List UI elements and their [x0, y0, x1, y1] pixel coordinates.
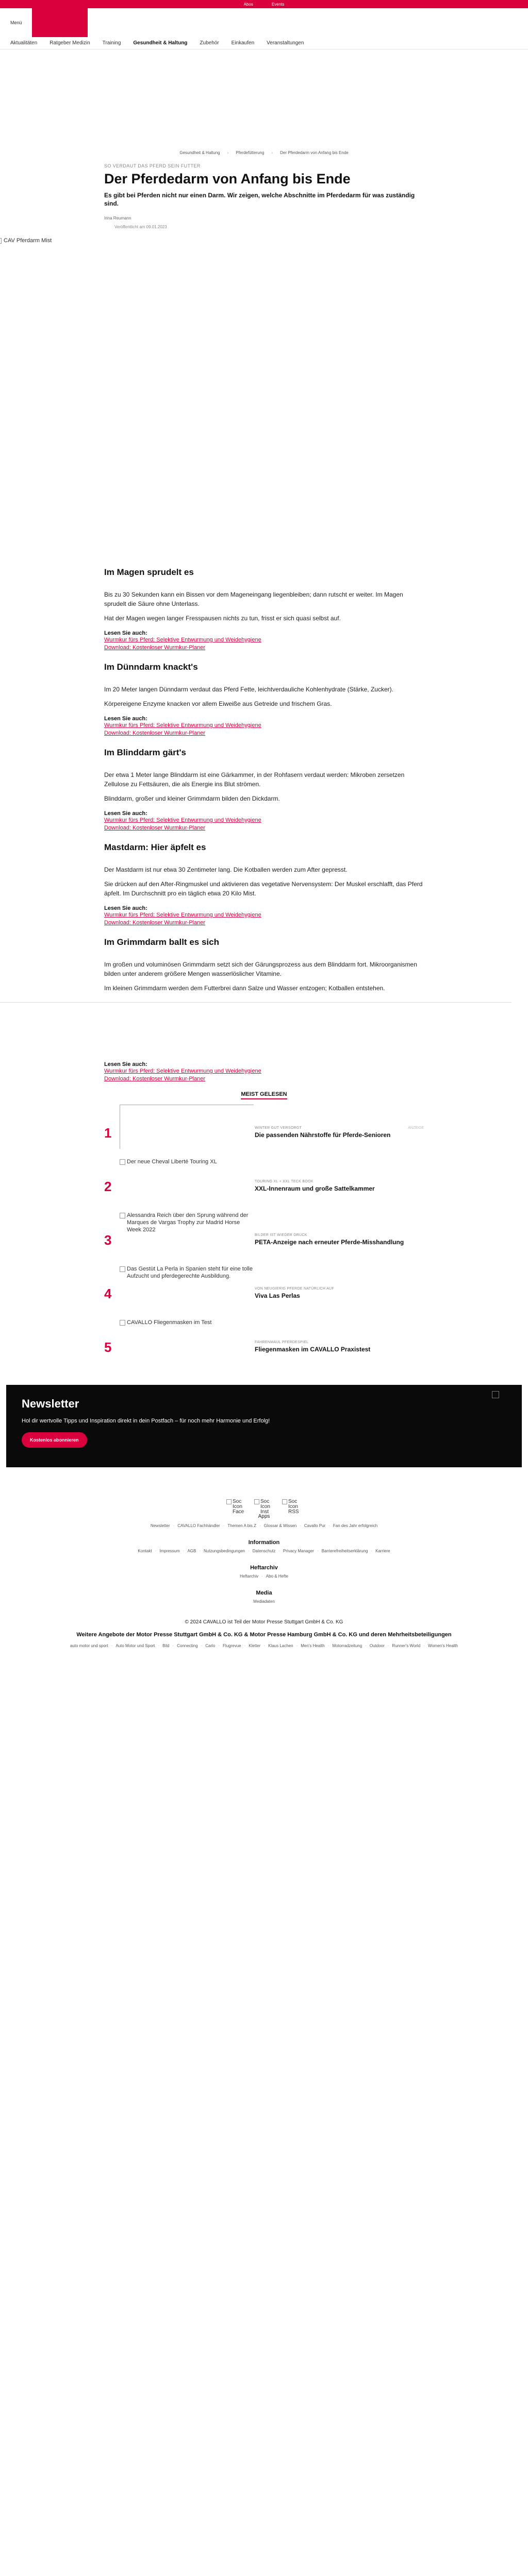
most-read-text — [254, 1265, 424, 1300]
broken-image-icon — [120, 1159, 125, 1165]
rss-icon-alt: Soc Icon RSS — [288, 1499, 299, 1515]
instagram-icon-alt: Soc Icon Inst — [260, 1499, 270, 1515]
site-logo[interactable] — [32, 8, 88, 37]
breadcrumb-item[interactable]: Pferdefütterung — [236, 150, 265, 155]
brand-link[interactable]: Connecting — [177, 1643, 198, 1648]
brand-link[interactable]: Kletter — [249, 1643, 261, 1648]
most-read-kicker-text: TOURING XL + XXL TECK BOOK — [255, 1180, 314, 1183]
site-header — [0, 8, 528, 37]
most-read-text — [254, 1158, 424, 1193]
readmore-title: Lesen Sie auch: — [104, 810, 147, 817]
most-read-kicker — [255, 1287, 424, 1291]
paragraph: Der Mastdarm ist nur etwa 30 Zentimeter lang. Die Kotballen werden zum After gepresst. — [104, 866, 348, 873]
footer-link[interactable]: Karriere — [375, 1549, 390, 1553]
most-read-kicker-text: BILDER IST WIEDER DRUCK — [255, 1233, 307, 1237]
hero-image-alt-text: CAV Pferdarm Mist — [4, 238, 52, 244]
footer-link[interactable]: Heftarchiv — [240, 1574, 259, 1579]
most-read-kicker-text: VON NEUGIERIG PFERDE NATÜRLICH AUF — [255, 1287, 334, 1291]
paragraph: Im großen und voluminösen Grimmdarm setzt sich der Gärungsprozess aus dem Blinddarm fort. Mikroorganismen bilden unter anderem größere Mengen wasserlöslicher Vitamine. — [104, 961, 417, 977]
most-read-text — [254, 1212, 424, 1246]
most-read-title-link[interactable]: Fliegenmasken im CAVALLO Praxistest — [255, 1346, 371, 1353]
broken-image-icon — [120, 1213, 125, 1218]
readmore-link-wurmkur[interactable]: Wurmkur fürs Pferd: Selektive Entwurmung und Weidehygiene — [104, 722, 261, 728]
nav-item-einkaufen[interactable]: Einkaufen — [231, 40, 255, 46]
most-read-item[interactable] — [104, 1105, 424, 1152]
most-read-title-link[interactable]: Viva Las Perlas — [255, 1292, 300, 1299]
most-read-kicker — [255, 1180, 424, 1183]
most-read-item[interactable] — [104, 1265, 424, 1313]
most-read-rank: 3 — [104, 1232, 112, 1248]
article-date: Veröffentlicht am 09.01.2023 — [114, 225, 167, 229]
most-read-kicker-text: WINTER GUT VERSORGT — [255, 1126, 302, 1130]
section-title: Im Blinddarm gärt's — [104, 748, 186, 757]
section-title: Im Magen sprudelt es — [104, 567, 194, 577]
readmore-link-download[interactable]: Download: Kostenloser Wurmkur-Planer — [104, 825, 206, 831]
article-teaser: Es gibt bei Pferden nicht nur einen Darm. Wir zeigen, welche Abschnitte im Pferdedarm für was zuständig sind. — [104, 192, 415, 207]
readmore-link-download[interactable]: Download: Kostenloser Wurmkur-Planer — [104, 730, 206, 736]
breadcrumb-current: Der Pferdedarm von Anfang bis Ende — [280, 150, 349, 155]
section-title: Mastdarm: Hier äpfelt es — [104, 842, 206, 852]
footer-link[interactable]: Kontakt — [138, 1549, 152, 1553]
most-read-rank: 4 — [104, 1286, 112, 1301]
facebook-icon-alt: Soc Icon Face — [233, 1499, 244, 1515]
footer-link[interactable]: Nutzungsbedingungen — [204, 1549, 245, 1553]
section-title: Im Grimmdarm ballt es sich — [104, 937, 219, 947]
paragraph: Der etwa 1 Meter lange Blinddarm ist eine Gärkammer, in der Rohfasern verdaut werden: Mikroben zersetzen Zellulose zu Fettsäuren, die als Energie ins Blut strömen. — [104, 771, 405, 788]
most-read-image[interactable] — [120, 1265, 254, 1310]
newsletter-image — [492, 1391, 499, 1398]
instagram-icon[interactable] — [254, 1499, 274, 1515]
most-read-image[interactable] — [120, 1212, 254, 1256]
paragraph: Sie drücken auf den After-Ringmuskel und aktivieren das vegetative Nervensystem: Der Muskel erschlafft, das Pferd äpfelt. Im Durchschnitt pro ein täglich etwa 20 Kilo Mist. — [104, 880, 423, 897]
readmore-title: Lesen Sie auch: — [104, 630, 147, 636]
readmore-link-wurmkur[interactable]: Wurmkur fürs Pferd: Selektive Entwurmung und Weidehygiene — [104, 637, 261, 643]
breadcrumb-separator: › — [227, 150, 229, 155]
newsletter-subscribe-button[interactable]: Kostenlos abonnieren — [22, 1432, 87, 1448]
rss-icon[interactable] — [282, 1499, 302, 1515]
most-read-header — [104, 1089, 424, 1098]
most-read-text — [254, 1319, 424, 1353]
footer-link[interactable]: Glossar & Wissen — [263, 1523, 297, 1528]
most-read-image-alt: Alessandra Reich über den Sprung während der Marques de Vargas Trophy zur Madrid Horse Week 2022 — [127, 1212, 249, 1233]
most-read-text — [254, 1105, 424, 1139]
brand-link[interactable]: Outdoor — [369, 1643, 385, 1648]
brand-link[interactable]: Men's Health — [301, 1643, 325, 1648]
readmore-title: Lesen Sie auch: — [104, 716, 147, 722]
menu-button[interactable]: Menü — [10, 20, 22, 25]
apps-label[interactable]: Apps — [258, 1514, 270, 1519]
readmore-link-wurmkur[interactable]: Wurmkur fürs Pferd: Selektive Entwurmung und Weidehygiene — [104, 912, 261, 918]
copyright: © 2024 CAVALLO ist Teil der Motor Presse Stuttgart GmbH & Co. KG — [185, 1619, 343, 1625]
paragraph: Bis zu 30 Sekunden kann ein Bissen vor dem Mageneingang liegenbleiben; dann rutscht er weiter. Im Magen sprudelt die Säure ohne Unterlass. — [104, 591, 403, 607]
paragraph: Im kleinen Grimmdarm werden dem Futterbrei dann Salze und Wasser entzogen; Kotballen entstehen. — [104, 985, 385, 992]
most-read-image[interactable] — [120, 1158, 254, 1202]
readmore-link-wurmkur[interactable]: Wurmkur fürs Pferd: Selektive Entwurmung und Weidehygiene — [104, 817, 261, 823]
footer-link[interactable]: Impressum — [159, 1549, 180, 1553]
most-read-title-link[interactable]: Die passenden Nährstoffe für Pferde-Senioren — [255, 1131, 391, 1139]
most-read-section — [104, 1089, 424, 1366]
most-read-rank: 5 — [104, 1340, 112, 1355]
footer-link[interactable]: Abo & Hefte — [266, 1574, 288, 1579]
most-read-kicker — [255, 1233, 424, 1237]
most-read-image-alt: CAVALLO Fliegenmasken im Test — [127, 1319, 212, 1326]
ad-label: ANZEIGE — [408, 1126, 424, 1130]
nav-item-aktualitaeten[interactable]: Aktualitäten — [10, 40, 38, 46]
most-read-image-alt: Der neue Cheval Liberté Touring XL — [127, 1159, 217, 1165]
nav-item-gesundheit-haltung[interactable]: Gesundheit & Haltung — [133, 40, 188, 46]
newsletter-banner — [6, 1385, 522, 1467]
nav-item-veranstaltungen[interactable]: Veranstaltungen — [267, 40, 304, 46]
broken-image-icon — [0, 238, 2, 244]
footer-link[interactable]: CAVALLO Fachhändler — [177, 1523, 220, 1528]
footer-link[interactable]: Datenschutz — [252, 1549, 276, 1553]
readmore-link-download[interactable]: Download: Kostenloser Wurmkur-Planer — [104, 920, 206, 926]
most-read-title-link[interactable]: PETA-Anzeige nach erneuter Pferde-Misshandlung — [255, 1239, 404, 1246]
top-bar — [0, 0, 528, 8]
footer-info-title: Information — [248, 1539, 280, 1546]
brand-link[interactable]: Klaus Lachen — [268, 1643, 293, 1648]
readmore-title: Lesen Sie auch: — [104, 905, 147, 911]
breadcrumb — [0, 147, 528, 158]
social-links — [0, 1499, 528, 1515]
readmore-link-download[interactable]: Download: Kostenloser Wurmkur-Planer — [104, 1076, 206, 1082]
readmore-title: Lesen Sie auch: — [104, 1061, 147, 1067]
most-read-title-link[interactable]: XXL-Innenraum und große Sattelkammer — [255, 1185, 375, 1192]
brand-link[interactable]: auto motor und sport — [70, 1643, 108, 1648]
footer-link[interactable]: Themen A bis Z — [227, 1523, 256, 1528]
topbar-abos-link[interactable]: Abos — [243, 2, 253, 7]
nav-item-zubehoer[interactable]: Zubehör — [200, 40, 219, 46]
brand-link[interactable]: Auto Motor und Sport — [116, 1643, 155, 1648]
footer-link[interactable]: AGB — [187, 1549, 196, 1553]
article-kicker: SO VERDAUT DAS PFERD SEIN FUTTER — [104, 163, 201, 168]
article-author[interactable]: Irina Reumann — [104, 216, 131, 221]
broken-image-icon — [254, 1499, 259, 1504]
brand-link[interactable]: Women's Health — [427, 1643, 458, 1648]
paragraph: Blinddarm, großer und kleiner Grimmdarm bilden den Dickdarm. — [104, 795, 280, 802]
footer-media-links — [0, 1599, 528, 1604]
readmore-link-download[interactable]: Download: Kostenloser Wurmkur-Planer — [104, 645, 206, 651]
footer-heftarchiv-title: Heftarchiv — [250, 1565, 278, 1571]
ad-slot-mid — [104, 1003, 424, 1054]
most-read-rank: 1 — [104, 1125, 112, 1141]
brands-links: auto motor und sport · Auto Motor und Sport · Bild · Connecting · Carlo · Flugrevue · Kletter · Klaus Lachen · Men's Health · Motorradzeitung · Outdoor · Runner's World · Women's Health — [0, 1642, 528, 1650]
footer-link[interactable]: Privacy Manager — [283, 1549, 314, 1553]
nav-item-training[interactable]: Training — [102, 40, 121, 46]
paragraph: Hat der Magen wegen langer Fresspausen nichts zu tun, frisst er sich quasi selbst auf. — [104, 615, 341, 622]
facebook-icon[interactable] — [226, 1499, 246, 1515]
article — [4, 163, 424, 1083]
hero-image — [0, 238, 512, 557]
footer-link[interactable]: Fan des Jahr erfolgreich — [333, 1523, 378, 1528]
brand-link[interactable]: Runner's World — [392, 1643, 421, 1648]
most-read-image[interactable] — [120, 1319, 254, 1363]
brands-title: Weitere Angebote der Motor Presse Stuttgart GmbH & Co. KG & Motor Presse Hamburg GmbH & Co. KG und deren Mehrheitsbeteiligungen — [76, 1632, 452, 1638]
most-read-item[interactable] — [104, 1158, 424, 1206]
section-title: Im Dünndarm knackt's — [104, 662, 198, 672]
most-read-item[interactable] — [104, 1212, 424, 1259]
most-read-kicker-text: FAHRENMAUL PFERDESPIEL — [255, 1341, 309, 1344]
broken-image-icon — [282, 1499, 287, 1504]
brand-link[interactable]: Carlo — [205, 1643, 216, 1648]
most-read-item[interactable] — [104, 1319, 424, 1366]
footer-row-1: Newsletter · CAVALLO Fachhändler · Themen A bis Z · Glossar & Wissen · Cavallo Pur · Fan des Jahr erfolgreich — [150, 1523, 378, 1528]
page-title: Der Pferdedarm von Anfang bis Ende — [104, 171, 351, 187]
footer-link[interactable]: Mediadaten — [253, 1599, 275, 1604]
broken-image-icon — [226, 1499, 232, 1504]
nav-item-ratgeber-medizin[interactable]: Ratgeber Medizin — [50, 40, 90, 46]
footer-link[interactable]: Barrierefreiheitserklärung — [321, 1549, 368, 1553]
ad-slot-top — [0, 49, 528, 147]
footer-heftarchiv-links: Heftarchiv · Abo & Hefte — [240, 1574, 288, 1579]
most-read-kicker — [255, 1341, 424, 1344]
footer-link[interactable]: Cavallo Pur — [304, 1523, 326, 1528]
footer-info-links: Kontakt · Impressum · AGB · Nutzungsbedingungen · Datenschutz · Privacy Manager · Barrierefreiheitserklärung · Karriere — [138, 1549, 390, 1553]
broken-image-icon — [120, 1266, 125, 1272]
brand-link[interactable]: Bild — [162, 1643, 170, 1648]
topbar-events-link[interactable]: Events — [271, 2, 285, 7]
main-navigation — [0, 37, 528, 49]
most-read-title: MEIST GELESEN — [241, 1091, 287, 1099]
footer-media-title: Media — [256, 1590, 272, 1596]
breadcrumb-item[interactable]: Gesundheit & Haltung — [179, 150, 220, 155]
brand-link[interactable]: Flugrevue — [223, 1643, 241, 1648]
broken-image-icon — [120, 1320, 125, 1326]
brand-link[interactable]: Motorradzeitung — [332, 1643, 362, 1648]
footer-link[interactable]: Newsletter — [150, 1523, 170, 1528]
most-read-rank: 2 — [104, 1179, 112, 1194]
most-read-kicker — [255, 1126, 424, 1130]
most-read-image-alt: Das Gestüt La Perla in Spanien steht für eine tolle Aufzucht und pferdegerechte Ausbildung. — [127, 1266, 253, 1279]
breadcrumb-separator: › — [271, 150, 273, 155]
paragraph: Körpereigene Enzyme knacken vor allem Eiweiße aus Getreide und frischem Gras. — [104, 700, 332, 707]
newsletter-title: Newsletter — [22, 1397, 79, 1410]
hero-image-alt — [0, 238, 52, 244]
most-read-image[interactable] — [120, 1105, 254, 1149]
newsletter-text: Hol dir wertvolle Tipps und Inspiration direkt in dein Postfach – für noch mehr Harmonie und Erfolg! — [22, 1418, 270, 1424]
paragraph: Im 20 Meter langen Dünndarm verdaut das Pferd Fette, leichtverdauliche Kohlenhydrate (Stärke, Zucker). — [104, 686, 393, 693]
readmore-link-wurmkur[interactable]: Wurmkur fürs Pferd: Selektive Entwurmung und Weidehygiene — [104, 1068, 261, 1074]
